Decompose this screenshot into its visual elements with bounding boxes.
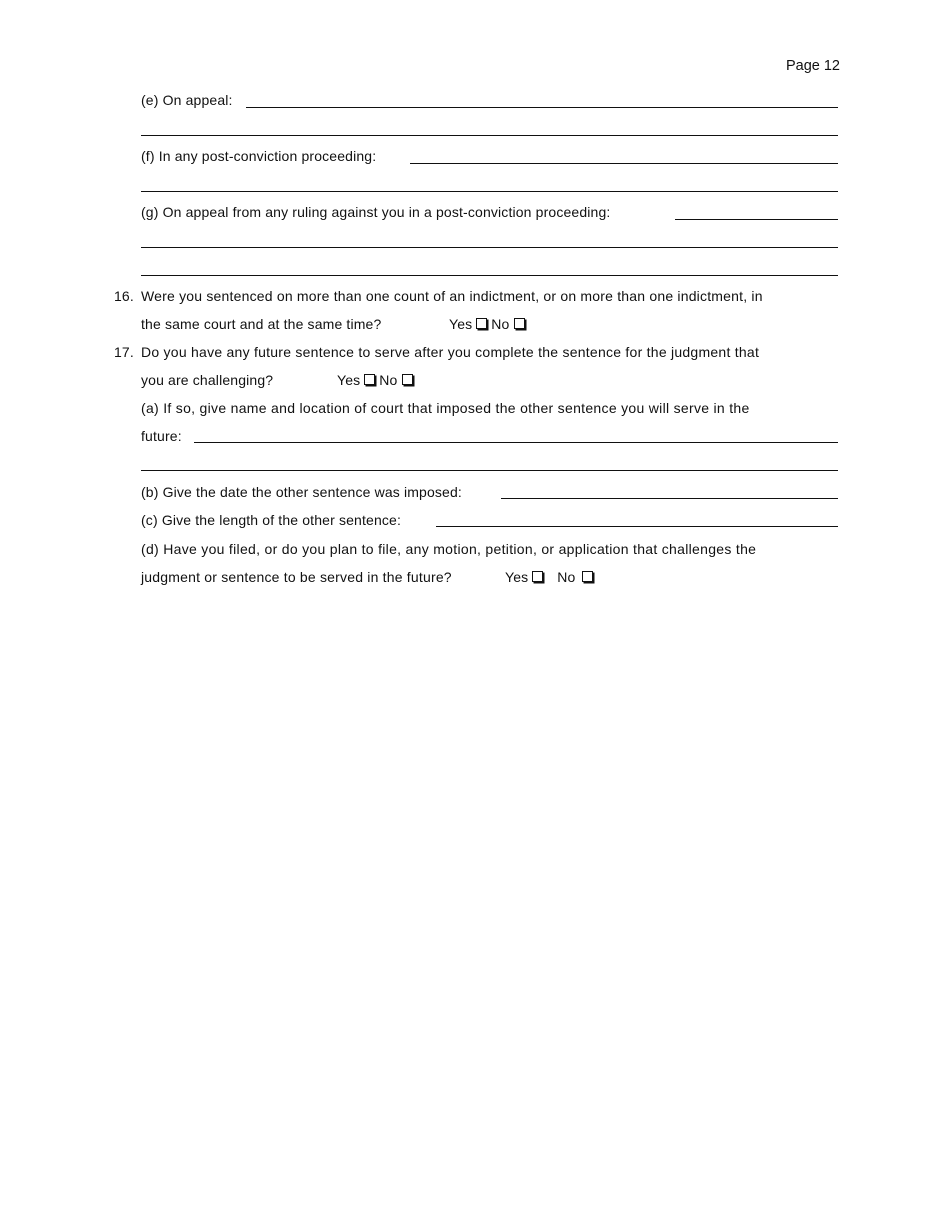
future-court-label-line-2: future:: [141, 428, 182, 444]
question-17-number: 17.: [114, 344, 134, 360]
question-16-text-line-2: the same court and at the same time?: [141, 316, 382, 332]
future-challenge-question: (d) Have you filed, or do you plan to file, any motion, petition, or application that challenges the: [141, 541, 757, 557]
on-appeal-field-line-2[interactable]: [141, 135, 838, 136]
future-court-field-line-2[interactable]: [141, 470, 838, 471]
on-appeal-field[interactable]: [246, 107, 838, 108]
future-court-field[interactable]: [194, 442, 838, 443]
q17-no-checkbox[interactable]: [402, 374, 413, 385]
q17-yes-checkbox[interactable]: [364, 374, 375, 385]
question-16-answer: [449, 315, 529, 333]
future-challenge-yes-checkbox[interactable]: [532, 571, 543, 582]
question-16-text: Were you sentenced on more than one count of an indictment, or on more than one indictment, in: [141, 288, 763, 304]
post-conviction-label: (f) In any post-conviction proceeding:: [141, 148, 377, 164]
appeal-from-ruling-label: (g) On appeal from any ruling against you in a post-conviction proceeding:: [141, 204, 611, 220]
on-appeal-label: (e) On appeal:: [141, 92, 233, 108]
future-court-label: (a) If so, give name and location of court that imposed the other sentence you will serve in the: [141, 400, 750, 416]
appeal-from-ruling-field-line-2[interactable]: [141, 247, 838, 248]
question-17-text: Do you have any future sentence to serve after you complete the sentence for the judgment that: [141, 344, 760, 360]
appeal-from-ruling-field-line-3[interactable]: [141, 275, 838, 276]
no-label: No: [379, 372, 398, 388]
question-17-text-line-2: you are challenging?: [141, 372, 274, 388]
appeal-from-ruling-field[interactable]: [675, 219, 838, 220]
yes-label: Yes: [337, 372, 361, 388]
future-challenge-answer: [505, 568, 597, 586]
future-challenge-no-checkbox[interactable]: [582, 571, 593, 582]
page-number: Page 12: [785, 58, 840, 74]
no-label: No: [557, 569, 576, 585]
sentence-length-field[interactable]: [436, 526, 838, 527]
yes-label: Yes: [505, 569, 529, 585]
question-17-answer: [337, 371, 417, 389]
question-16-number: 16.: [114, 288, 134, 304]
sentence-length-label: (c) Give the length of the other sentence:: [141, 512, 402, 528]
future-challenge-question-line-2: judgment or sentence to be served in the future?: [141, 569, 452, 585]
no-label: No: [491, 316, 510, 332]
post-conviction-field[interactable]: [410, 163, 838, 164]
sentence-date-field[interactable]: [501, 498, 838, 499]
yes-label: Yes: [449, 316, 473, 332]
q16-yes-checkbox[interactable]: [476, 318, 487, 329]
q16-no-checkbox[interactable]: [514, 318, 525, 329]
post-conviction-field-line-2[interactable]: [141, 191, 838, 192]
sentence-date-label: (b) Give the date the other sentence was imposed:: [141, 484, 462, 500]
